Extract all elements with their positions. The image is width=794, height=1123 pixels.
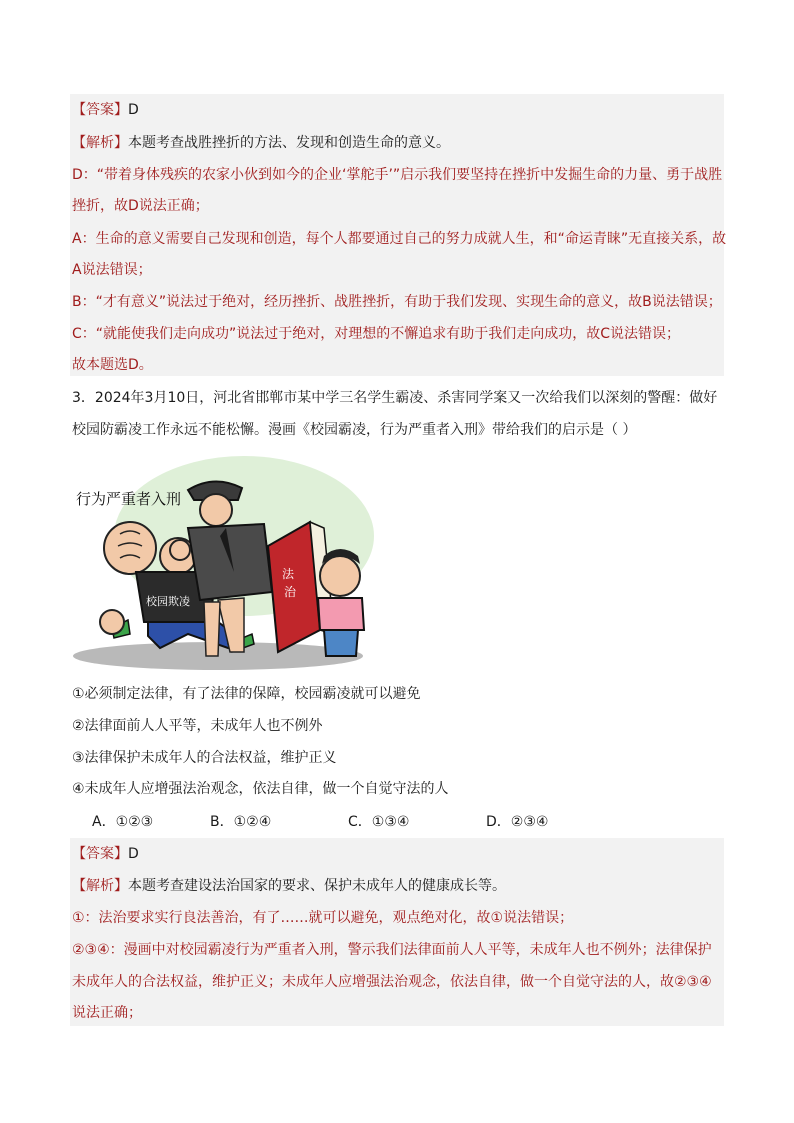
question-stem: 校园防霸凌工作永远不能松懈。漫画《校园霸凌，行为严重者入刑》带给我们的启示是（ ）	[72, 422, 637, 438]
cartoon-caption: 行为严重者入刑	[76, 490, 182, 508]
analysis-tag: 【解析】	[72, 135, 128, 151]
answer-tag: 【答案】	[72, 102, 128, 118]
analysis-detail-line: ①：法治要求实行良法善治，有了……就可以避免，观点绝对化，故①说法错误；	[72, 910, 574, 926]
bully-shirt-label: 校园欺凌	[146, 595, 190, 608]
bully-fist	[104, 522, 156, 574]
option-a[interactable]: A．①②③	[92, 814, 154, 830]
analysis-detail-line: 挫折，故D说法正确；	[72, 198, 209, 214]
analysis-text: 本题考查建设法治国家的要求、保护未成年人的健康成长等。	[128, 878, 506, 894]
book-label-1: 法	[282, 567, 295, 581]
police-leg	[204, 602, 220, 656]
police-uniform	[188, 524, 272, 600]
question-stem: 3．2024年3月10日，河北省邯郸市某中学三名学生霸凌、杀害同学案又一次给我们以深刻的警醒：做好	[72, 390, 718, 406]
analysis-detail-line: ②③④：漫画中对校园霸凌行为严重者入刑，警示我们法律面前人人平等，未成年人也不例外；法律保护	[72, 942, 712, 958]
answer-value: D	[128, 846, 139, 862]
option-d[interactable]: D．②③④	[486, 814, 549, 830]
analysis-detail-line: A说法错误；	[72, 262, 152, 278]
statement-3: ③法律保护未成年人的合法权益，维护正义	[72, 750, 337, 766]
statement-2: ②法律面前人人平等，未成年人也不例外	[72, 718, 323, 734]
answer-value: D	[128, 102, 139, 118]
answer-block-2	[70, 838, 724, 1026]
option-c[interactable]: C．①③④	[348, 814, 410, 830]
analysis-line	[72, 133, 724, 153]
analysis-detail-line: 故本题选D。	[72, 357, 153, 373]
answer-tag: 【答案】	[72, 846, 128, 862]
book-label-2: 治	[284, 585, 297, 599]
statement-1: ①必须制定法律，有了法律的保障，校园霸凌就可以避免	[72, 686, 421, 702]
option-b[interactable]: B．①②④	[210, 814, 272, 830]
answer-line	[72, 844, 724, 864]
analysis-line	[72, 876, 724, 896]
child-pants	[324, 630, 358, 656]
police-hand	[170, 540, 190, 560]
cartoon-illustration	[68, 452, 380, 674]
analysis-detail-line: C：“就能使我们走向成功”说法过于绝对，对理想的不懈追求有助于我们走向成功，故C说法错误；	[72, 326, 681, 342]
analysis-detail-line: A：生命的意义需要自己发现和创造，每个人都要通过自己的努力成就人生，和“命运青睐”无直接关系，故	[72, 231, 727, 247]
analysis-text: 本题考查战胜挫折的方法、发现和创造生命的意义。	[128, 135, 450, 151]
analysis-tag: 【解析】	[72, 878, 128, 894]
statement-4: ④未成年人应增强法治观念，依法自律，做一个自觉守法的人	[72, 781, 449, 797]
analysis-detail-line: 说法正确；	[72, 1005, 142, 1021]
child-head	[320, 556, 360, 596]
police-head	[200, 494, 232, 526]
bully-hand	[100, 610, 124, 634]
answer-line	[72, 100, 724, 120]
analysis-detail-line: D：“带着身体残疾的农家小伙到如今的企业‘掌舵手’”启示我们要坚持在挫折中发掘生命的力量、勇于战胜	[72, 167, 723, 183]
analysis-detail-line: 未成年人的合法权益，维护正义；未成年人应增强法治观念，依法自律，做一个自觉守法的人，故②③④	[72, 974, 712, 990]
child-shirt	[318, 598, 364, 630]
options-row	[92, 812, 744, 832]
child-figure	[318, 549, 364, 656]
analysis-detail-line: B：“才有意义”说法过于绝对，经历挫折、战胜挫折，有助于我们发现、实现生命的意义，故B说法错误；	[72, 294, 722, 310]
